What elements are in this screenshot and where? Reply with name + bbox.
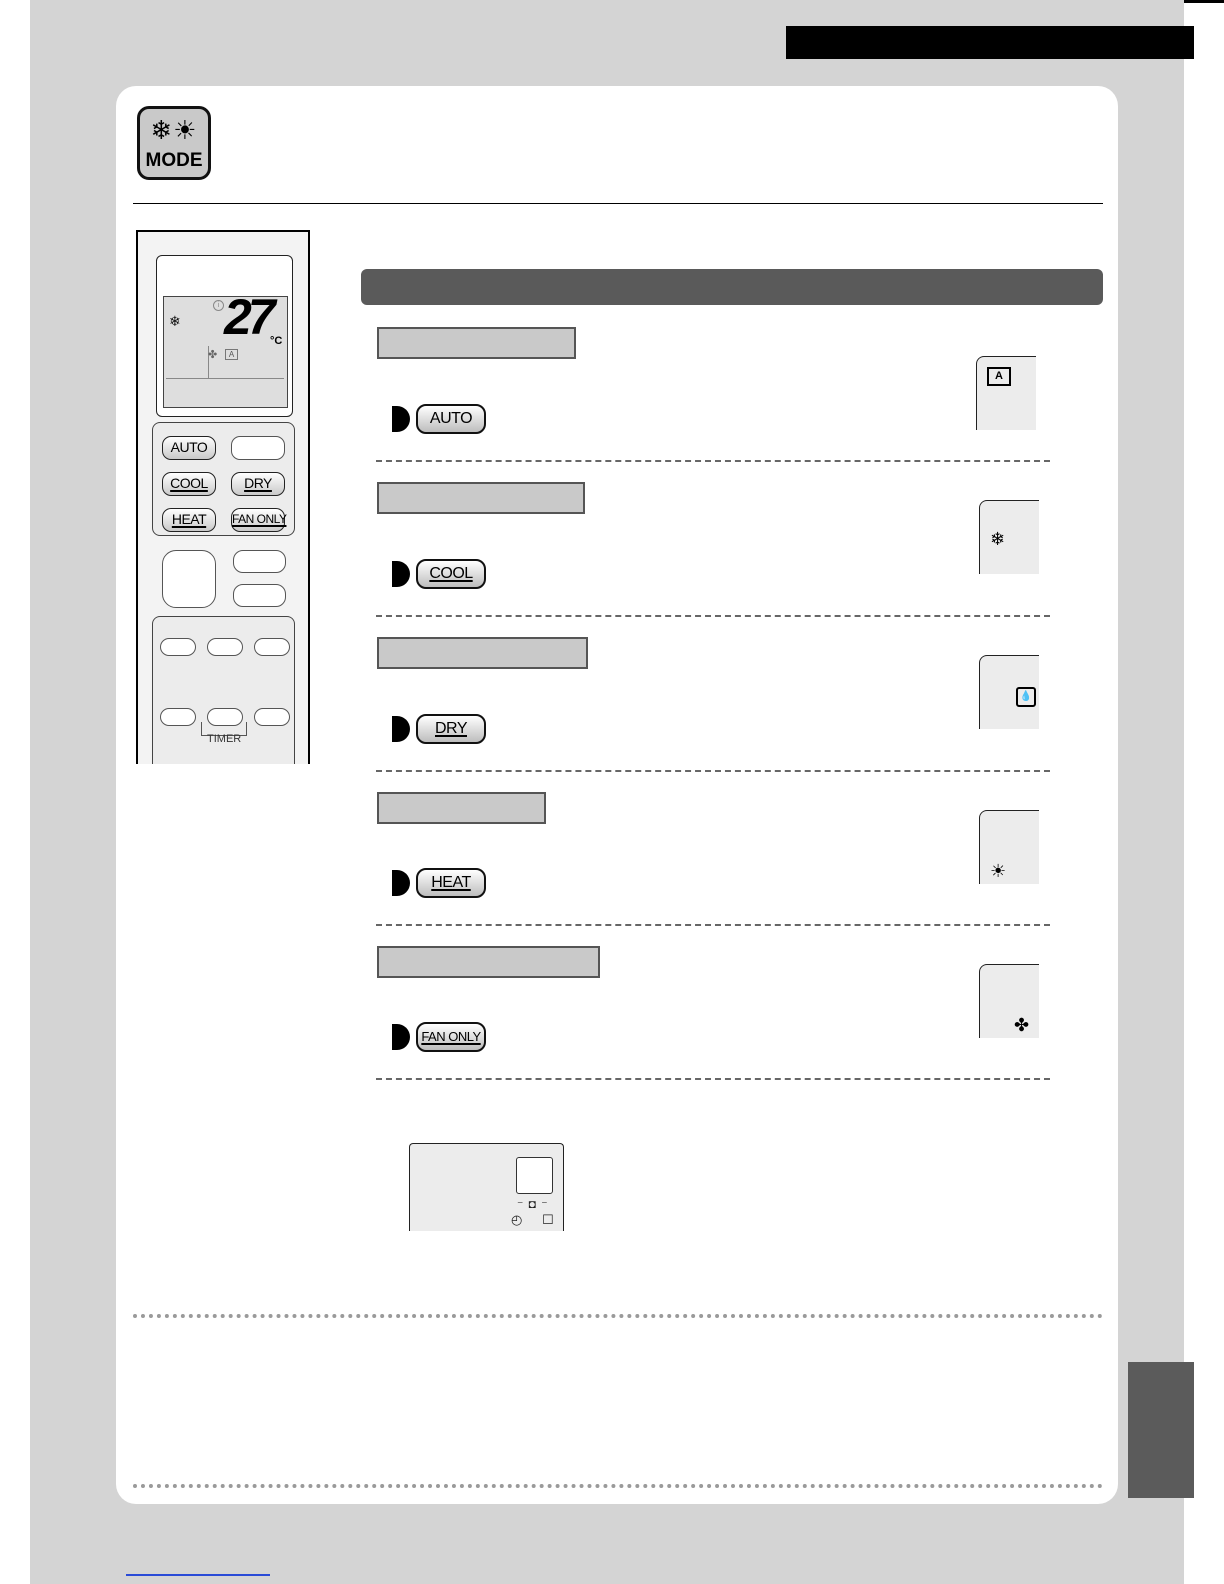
auto-mode-icon: A — [987, 367, 1011, 386]
section-header-bar — [361, 269, 1103, 305]
remote-auto-label: AUTO — [170, 439, 208, 455]
remote-cool-label: COOL — [170, 475, 208, 491]
remote-auto-button[interactable] — [162, 436, 216, 460]
chapter-tab — [1128, 1362, 1194, 1498]
timer-label: TIMER — [207, 733, 242, 745]
remote-heat-label: HEAT — [171, 511, 207, 527]
remote-blank-button[interactable] — [231, 436, 285, 460]
remote-dry-label: DRY — [244, 475, 272, 491]
remote-power-button[interactable] — [162, 550, 216, 608]
auto-mode-display — [976, 356, 1036, 430]
divider — [376, 1078, 1050, 1080]
mode-symbols: ❄☀ — [150, 115, 198, 145]
heat-button-label: HEAT — [431, 874, 471, 891]
remote-temp-down-button[interactable] — [233, 584, 286, 607]
timer-lamp-icons: ◴ ☐ — [511, 1212, 562, 1227]
mode-title-box — [377, 946, 600, 978]
remote-oval-button[interactable] — [160, 638, 196, 656]
remote-heat-button[interactable] — [162, 508, 216, 532]
mode-title-box — [377, 482, 585, 514]
snowflake-icon: ❄ — [990, 529, 1006, 549]
dry-button-label: DRY — [435, 720, 467, 737]
mode-title-box — [377, 327, 576, 359]
remote-timer-button[interactable] — [160, 708, 196, 726]
title-divider — [133, 203, 1103, 204]
blinking-lamp-icon: ⁻ ◘ ⁻ — [517, 1197, 549, 1211]
remote-oval-button[interactable] — [254, 638, 290, 656]
top-rule — [1184, 0, 1224, 3]
remote-oval-button[interactable] — [207, 638, 243, 656]
fan-icon: ✤ — [1014, 1015, 1030, 1035]
sun-icon: ☀ — [990, 861, 1007, 881]
heat-button[interactable] — [416, 868, 486, 898]
footer-link[interactable] — [126, 1574, 270, 1576]
divider — [376, 615, 1050, 617]
note-divider-bottom — [133, 1484, 1103, 1488]
remote-temp-up-button[interactable] — [233, 550, 286, 573]
remote-timer-button[interactable] — [254, 708, 290, 726]
snowflake-icon: ❄ — [169, 313, 181, 329]
fan-icon: ✤ — [208, 349, 218, 361]
lcd-temperature-unit: °C — [270, 335, 283, 347]
indoor-unit-display-window — [516, 1157, 553, 1194]
fan-only-button[interactable] — [416, 1022, 486, 1052]
remote-fan-only-button[interactable] — [231, 508, 285, 532]
auto-fan-icon: A — [225, 349, 238, 360]
dry-button[interactable] — [416, 714, 486, 744]
auto-button-label: AUTO — [429, 410, 473, 427]
divider — [376, 924, 1050, 926]
info-icon: i — [213, 300, 224, 311]
cool-button[interactable] — [416, 559, 486, 589]
remote-dry-button[interactable] — [231, 472, 285, 496]
mode-button-icon — [137, 106, 211, 180]
lcd-divider — [166, 378, 284, 379]
auto-button[interactable] — [416, 404, 486, 434]
header-bar — [786, 26, 1194, 59]
heat-mode-display — [979, 810, 1039, 884]
divider — [376, 770, 1050, 772]
fan-only-button-label: FAN ONLY — [421, 1029, 481, 1044]
dry-mode-display — [979, 655, 1039, 729]
cool-mode-display — [979, 500, 1039, 574]
remote-fan-only-label: FAN ONLY — [232, 512, 287, 526]
droplet-icon: 💧 — [1016, 687, 1036, 707]
divider — [376, 460, 1050, 462]
mode-title-box — [377, 637, 588, 669]
fan-only-mode-display — [979, 964, 1039, 1038]
mode-title-box — [377, 792, 546, 824]
mode-label: MODE — [145, 150, 203, 171]
note-divider-top — [133, 1314, 1103, 1318]
cool-button-label: COOL — [429, 565, 473, 582]
lcd-temperature: 27 — [224, 289, 272, 345]
remote-cool-button[interactable] — [162, 472, 216, 496]
